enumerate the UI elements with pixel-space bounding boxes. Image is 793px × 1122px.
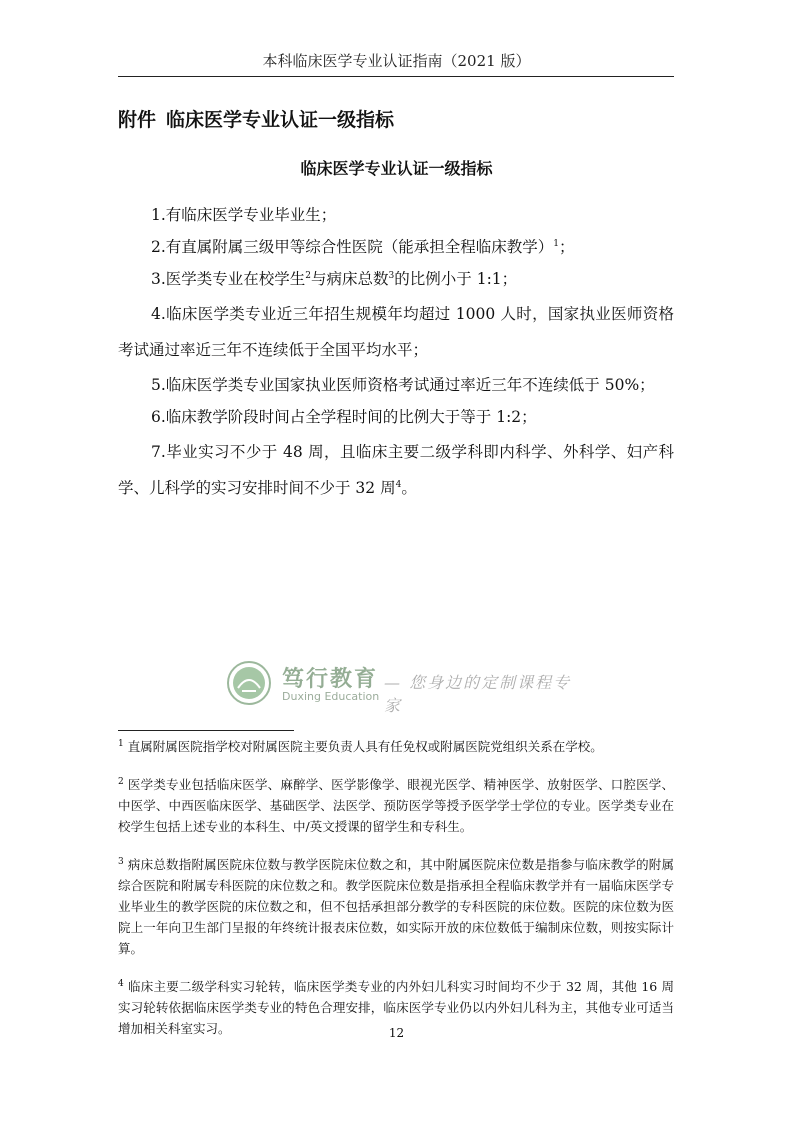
running-header: 本科临床医学专业认证指南（2021 版）	[262, 52, 531, 70]
footnote-rule	[118, 730, 294, 731]
logo-badge-icon	[226, 660, 272, 706]
logo-slogan: — 您身边的定制课程专家	[384, 673, 572, 715]
indicator-list	[118, 200, 674, 508]
appendix-title: 临床医学专业认证一级指标	[166, 109, 395, 131]
indicator-item: 4.临床医学类专业近三年招生规模年均超过 1000 人时，国家执业医师资格考试通过率近三年不连续低于全国平均水平；	[118, 305, 674, 359]
footnote-ref[interactable]: 3	[388, 270, 395, 281]
footnote: $^4$ 临床主要二级学科实习轮转，临床医学类专业的内外妇儿科实习时间均不少于 32 周，其他 16 周实习轮转依据临床医学类专业的特色合理安排，临床医学专业仍以内外妇儿科为主，其他专业可适当增加相关科室实习。	[118, 978, 674, 1036]
indicator-item: 3.医学类专业在校学生$^2$与病床总数$^3$的比例小于 1:1；	[151, 270, 518, 288]
footnote-ref[interactable]: 2	[305, 270, 312, 281]
indicator-item: 5.临床医学类专业国家执业医师资格考试通过率近三年不连续低于 50%；	[151, 376, 655, 394]
logo-en-text: Duxing Education	[282, 690, 380, 703]
appendix-heading	[118, 105, 394, 132]
footnote: $^2$ 医学类专业包括临床医学、麻醉学、医学影像学、眼视光医学、精神医学、放射医学、口腔医学、中医学、中西医临床医学、基础医学、法医学、预防医学等授予医学学士学位的专业。医学类专业在校学生包括上述专业的本科生、中/英文授课的留学生和专科生。	[118, 776, 674, 834]
indicator-item: 2.有直属附属三级甲等综合性医院（能承担全程临床教学）$^1$；	[151, 238, 575, 256]
footnote: $^3$ 病床总数指附属医院床位数与教学医院床位数之和，其中附属医院床位数是指参与临床教学的附属综合医院和附属专科医院的床位数之和。教学医院床位数是指承担全程临床教学并有一届临床医学专业毕业生的教学医院的床位数之和，但不包括承担部分教学的专科医院的床位数。医院的床位数为医院上一年向卫生部门呈报的年终统计报表床位数，如实际开放的床位数低于编制床位数，则按实际计算。	[118, 856, 674, 956]
footnote-ref[interactable]: 4	[395, 479, 402, 490]
footnote-mark: 4	[118, 978, 124, 989]
logo-cn-text: 笃行教育	[282, 666, 379, 692]
footnote-mark: 2	[118, 776, 124, 787]
footnotes	[118, 736, 674, 1056]
page-number: 12	[388, 1026, 405, 1040]
header-rule	[118, 76, 674, 77]
indicator-item: 6.临床教学阶段时间占全学程时间的比例大于等于 1:2；	[151, 408, 537, 426]
indicator-item: 1.有临床医学专业毕业生；	[151, 206, 337, 224]
indicator-item: 7.毕业实习不少于 48 周，且临床主要二级学科即内科学、外科学、妇产科学、儿科学的实习安排时间不少于 32 周$^4$。	[118, 443, 674, 497]
section-title: 临床医学专业认证一级指标	[300, 159, 493, 178]
footnote-mark: 1	[118, 738, 124, 749]
watermark-logo	[226, 660, 586, 715]
appendix-label: 附件	[118, 109, 157, 131]
footnote-mark: 3	[118, 856, 124, 867]
footnote-ref[interactable]: 1	[553, 238, 560, 249]
footnote: $^1$ 直属附属医院指学校对附属医院主要负责人具有任免权或附属医院党组织关系在学校。	[118, 738, 603, 754]
